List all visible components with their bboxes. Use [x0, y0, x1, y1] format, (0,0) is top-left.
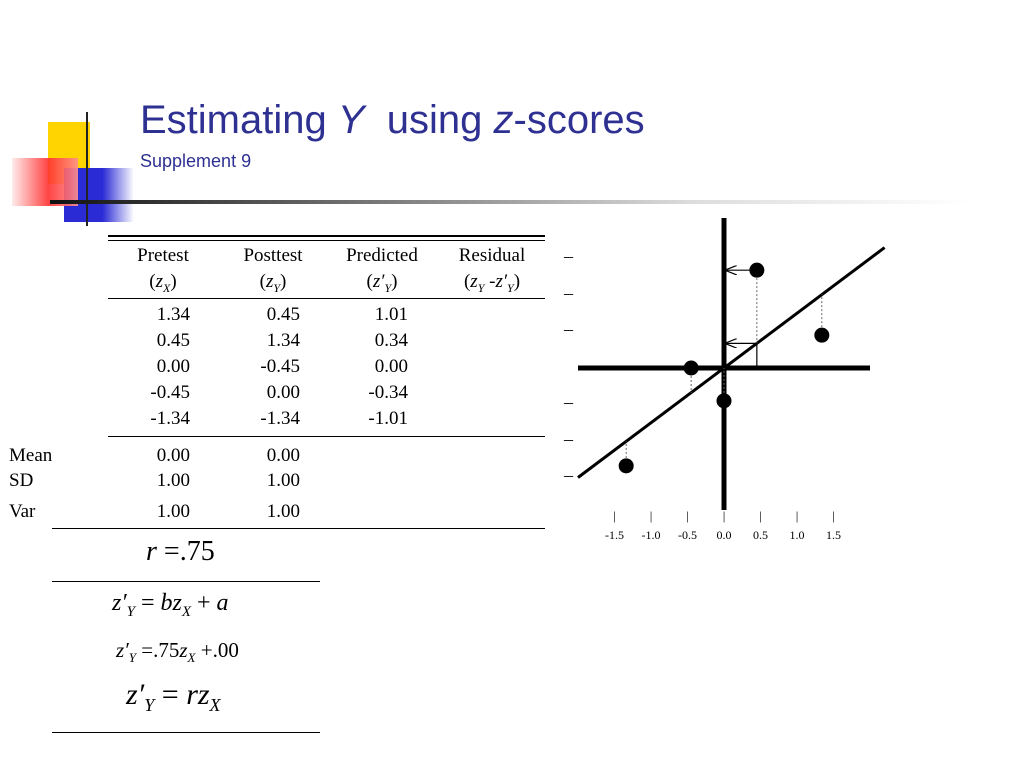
x-tick-bar: |: [722, 508, 726, 523]
equation-standardized: $z'_Y = rz_X$: [126, 678, 221, 715]
table-row: [108, 406, 408, 432]
table-row: [108, 302, 408, 328]
title-part2: using: [386, 98, 494, 142]
x-tick-bar: |: [686, 508, 689, 523]
cell-posttest: 0.45: [266, 304, 300, 325]
header-pretest-line1: Pretest: [137, 245, 189, 266]
y-tick-mark: –: [564, 319, 573, 339]
title-part3: -scores: [513, 98, 645, 142]
stat-label-sd: SD: [9, 470, 34, 491]
y-tick-mark: –: [564, 392, 573, 412]
header-pretest-line2: $(z_X)$: [149, 271, 177, 295]
x-tick-bar: |: [613, 508, 616, 523]
x-tick-label: 1.5: [826, 528, 841, 542]
equation-general: $z'_Y = bz_X + a$: [112, 590, 229, 620]
title-z: z: [493, 98, 514, 142]
header-predicted-line1: Predicted: [346, 245, 418, 266]
stat-mean-pretest: 0.00: [156, 445, 190, 466]
x-tick-bar: |: [649, 508, 653, 523]
scatter-chart: [560, 210, 900, 510]
data-point: [684, 361, 699, 376]
header-posttest-line1: Posttest: [243, 245, 303, 266]
stat-var-posttest: 1.00: [266, 501, 300, 522]
cell-posttest: 0.00: [266, 382, 300, 403]
table-row: [108, 354, 408, 380]
x-tick-label: -1.0: [641, 528, 661, 542]
header-residual-line1: Residual: [458, 245, 526, 266]
equation-r: r =.75: [146, 536, 215, 567]
cell-predicted: 0.00: [374, 356, 408, 377]
cell-pretest: -0.45: [150, 382, 190, 403]
x-tick-label: -1.5: [605, 528, 624, 542]
header-posttest-line2: $(z_Y)$: [259, 271, 287, 295]
cell-predicted: -0.34: [368, 382, 408, 403]
cell-pretest: -1.34: [150, 408, 190, 429]
cell-pretest: 0.00: [156, 356, 190, 377]
regression-line: [578, 248, 885, 478]
page-title: [140, 98, 645, 143]
y-tick-mark: –: [564, 283, 573, 303]
cell-pretest: 0.45: [156, 330, 190, 351]
header-residual-line2: ($z_Y$ $-z'_Y$): [463, 271, 521, 295]
header-predicted: [334, 243, 430, 301]
logo-horizontal-rule: [50, 200, 970, 204]
data-point: [814, 328, 829, 343]
title-part1: Estimating: [140, 98, 338, 142]
table-top-rule-2: [108, 240, 545, 241]
x-tick-label: -0.5: [678, 528, 697, 542]
x-tick-bar: |: [795, 508, 799, 523]
stat-label-var: Var: [9, 501, 36, 522]
y-tick-mark: –: [564, 246, 573, 266]
data-bottom-rule: [108, 436, 545, 437]
x-tick-bar: |: [832, 508, 835, 523]
cell-posttest: -0.45: [260, 356, 300, 377]
logo-vertical-line: [86, 112, 88, 226]
table-row: [108, 380, 408, 406]
x-tick-label: 1.0: [789, 528, 805, 542]
stat-label-mean: Mean: [9, 445, 53, 466]
header-posttest: [228, 243, 318, 301]
x-tick-label: 0.5: [753, 528, 768, 542]
cell-posttest: -1.34: [260, 408, 300, 429]
cell-predicted: 0.34: [374, 330, 408, 351]
data-rows: [108, 302, 408, 432]
cell-predicted: -1.01: [368, 408, 408, 429]
table-row: [108, 328, 408, 354]
title-y: Y: [337, 98, 365, 142]
data-point: [749, 263, 764, 278]
r-bottom-rule: [52, 581, 320, 582]
x-tick-bar: |: [759, 508, 762, 523]
page-subtitle: Supplement 9: [140, 151, 252, 171]
stat-sd-posttest: 1.00: [266, 470, 300, 491]
stat-var-pretest: 1.00: [156, 501, 190, 522]
stats-bottom-rule: [52, 528, 545, 529]
data-point: [619, 458, 634, 473]
stat-mean-posttest: 0.00: [266, 445, 300, 466]
y-tick-mark: –: [564, 429, 573, 449]
logo-red-square: [12, 158, 78, 206]
header-pretest: [118, 243, 208, 301]
x-tick-label: 0.0: [716, 528, 732, 542]
eq-bottom-rule: [52, 732, 320, 733]
y-tick-mark: –: [564, 465, 573, 485]
cell-posttest: 1.34: [266, 330, 300, 351]
cell-predicted: 1.01: [374, 304, 408, 325]
header-predicted-line2: $(z'_Y)$: [366, 271, 398, 295]
header-residual: [440, 243, 544, 301]
equation-specific: $z'_Y =.75z_X +.00$: [116, 638, 239, 666]
table-top-rule: [108, 235, 545, 237]
cell-pretest: 1.34: [156, 304, 190, 325]
data-point: [717, 393, 732, 408]
stat-sd-pretest: 1.00: [156, 470, 190, 491]
